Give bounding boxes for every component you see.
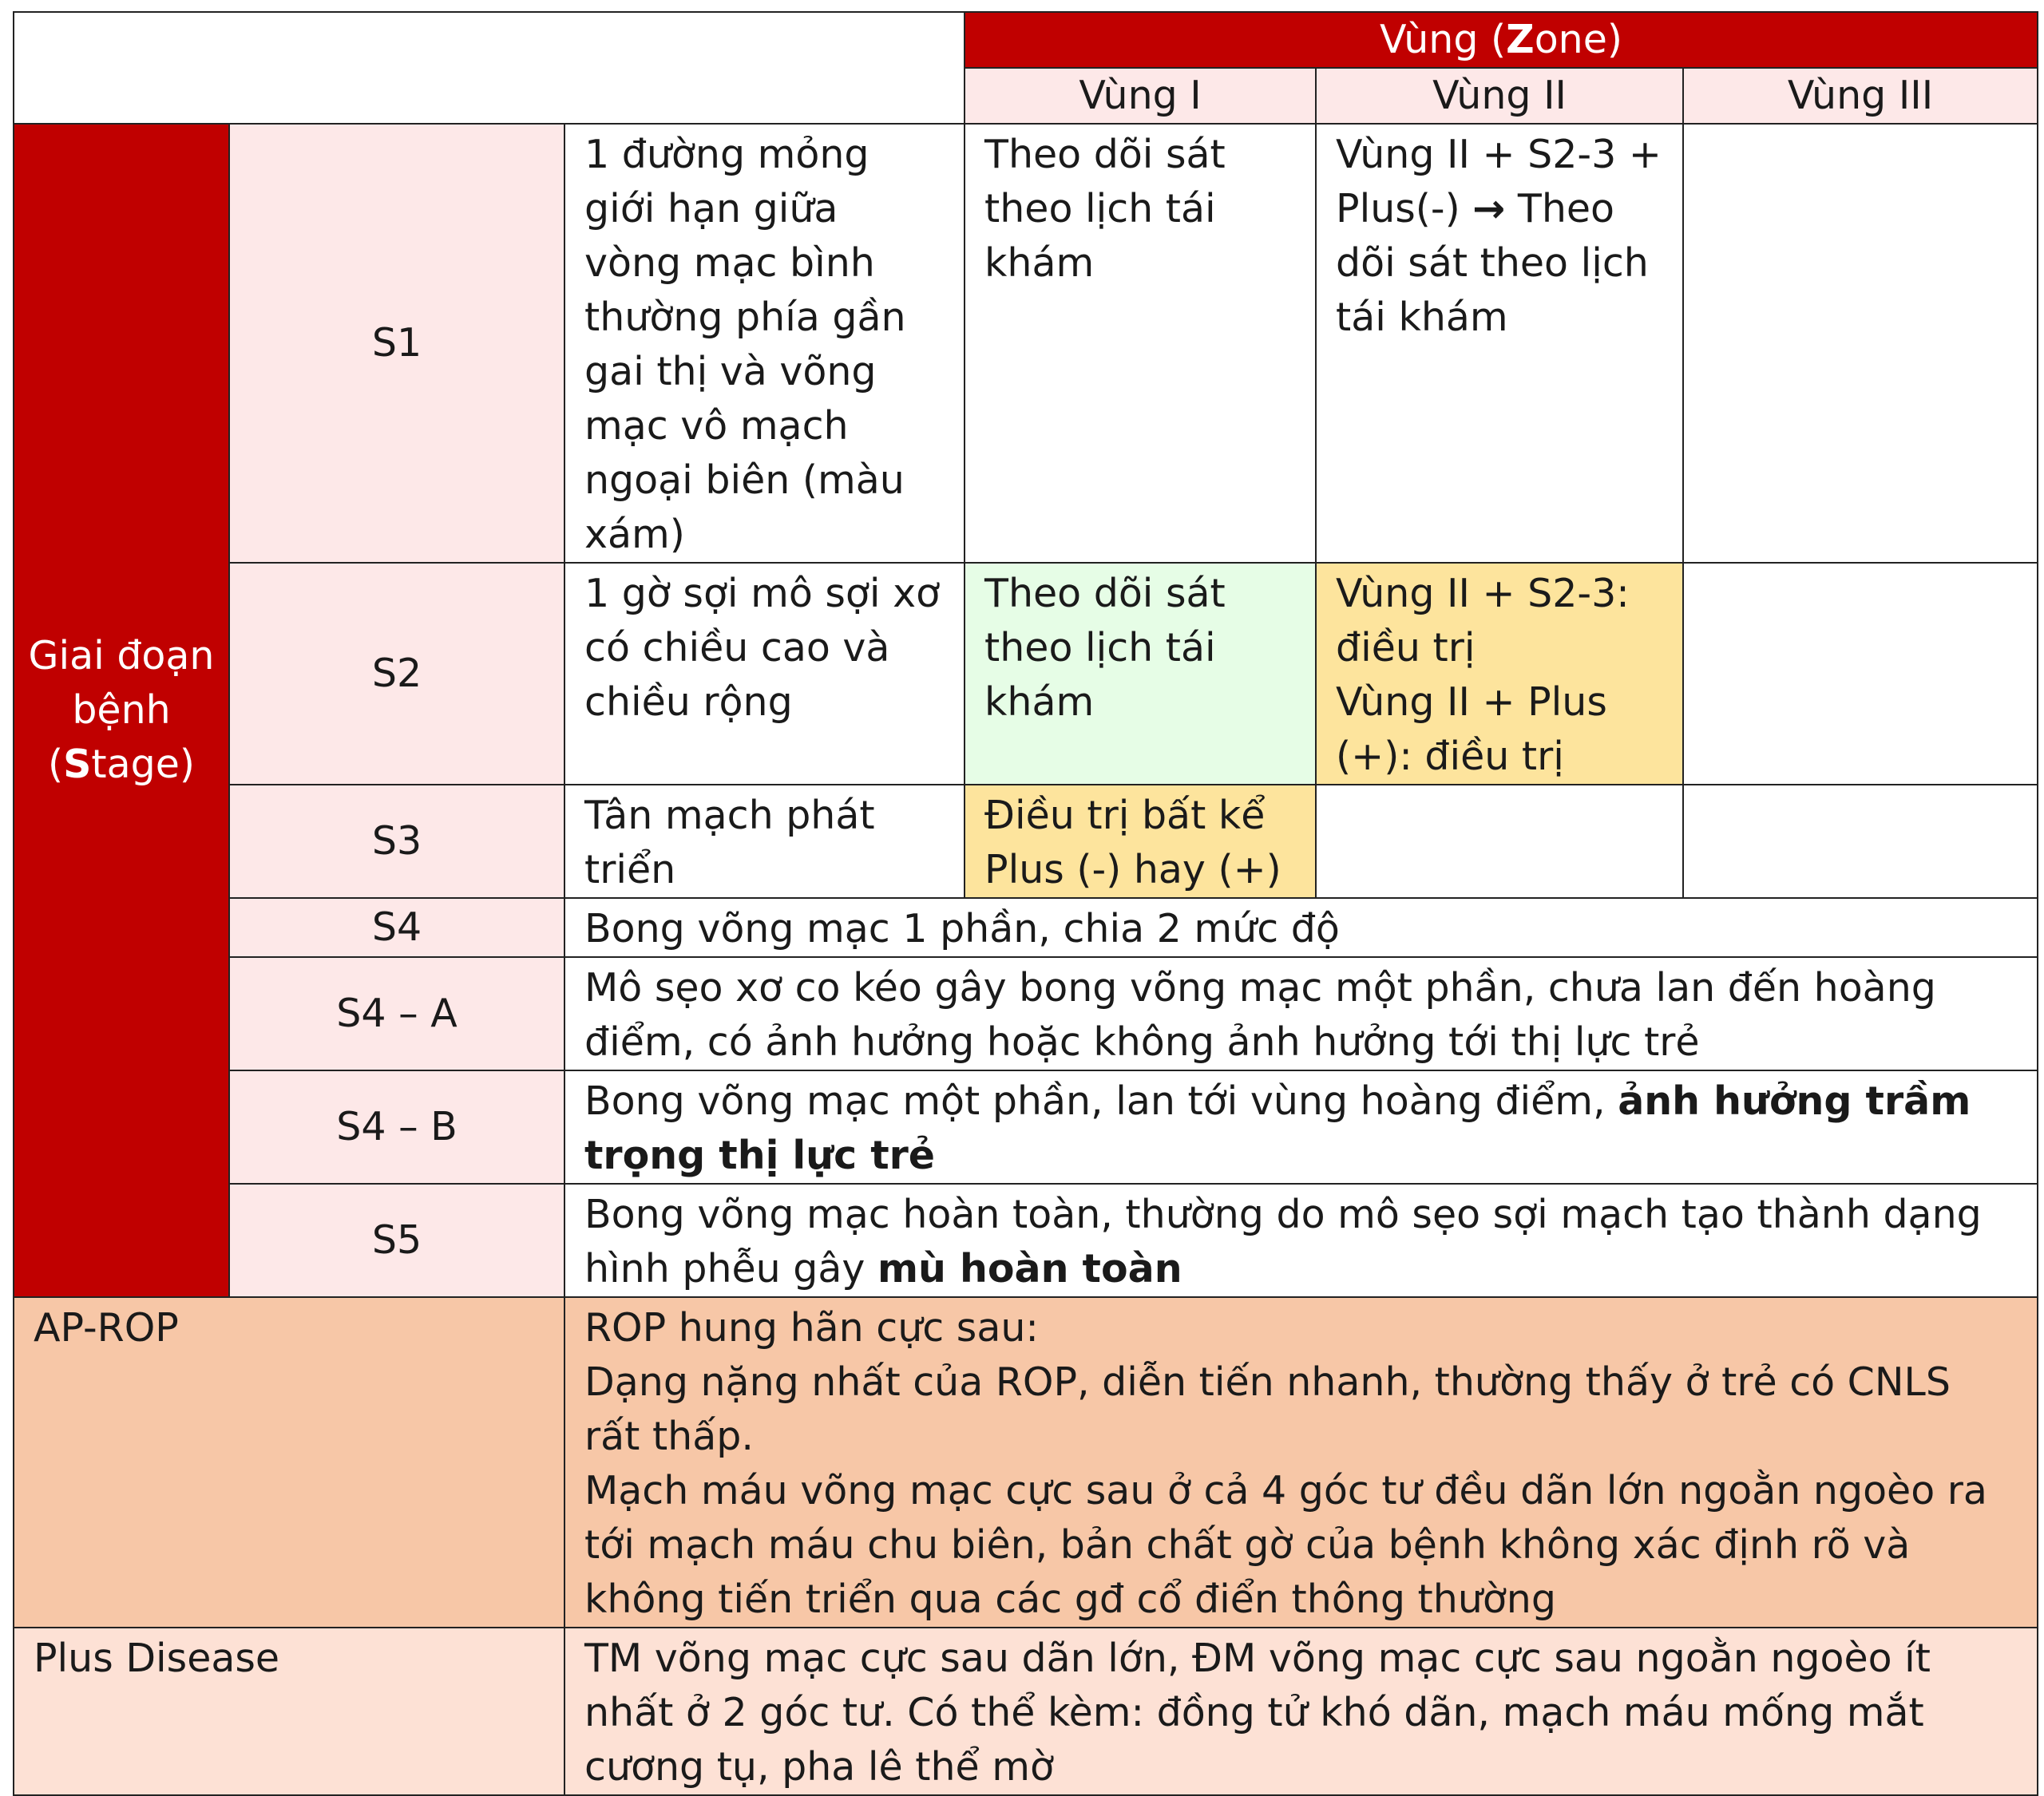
- stage-header-line2: bệnh: [72, 687, 171, 733]
- aprop-label: AP-ROP: [14, 1297, 564, 1628]
- stage-s2-desc: 1 gờ sợi mô sợi xơ có chiều cao và chiều rộng: [564, 563, 965, 785]
- stage-s4-desc: Bong võng mạc 1 phần, chia 2 mức độ: [564, 898, 2038, 957]
- stage-s3-desc: Tân mạch phát triển: [564, 785, 965, 898]
- stage-s2-zone1: Theo dõi sát theo lịch tái khám: [965, 563, 1316, 785]
- empty-corner-cell: [14, 12, 965, 124]
- stage-s2-zone2: Vùng II + S2-3: điều trị Vùng II + Plus (+): điều trị: [1316, 563, 1683, 785]
- zone-header: Vùng (Zone): [965, 12, 2038, 68]
- stage-s3-zone1: Điều trị bất kể Plus (-) hay (+): [965, 785, 1316, 898]
- stage-s5-desc: Bong võng mạc hoàn toàn, thường do mô sẹo sợi mạch tạo thành dạng hình phễu gây mù hoàn toàn: [564, 1184, 2038, 1297]
- stage-s2-label: S2: [229, 563, 564, 785]
- stage-s4a-desc: Mô sẹo xơ co kéo gây bong võng mạc một phần, chưa lan đến hoàng điểm, có ảnh hưởng hoặc không ảnh hưởng tới thị lực trẻ: [564, 957, 2038, 1070]
- aprop-desc: ROP hung hãn cực sau: Dạng nặng nhất của ROP, diễn tiến nhanh, thường thấy ở trẻ có CNLS rất thấp. Mạch máu võng mạc cực sau ở cả 4 góc tư đều dãn lớn ngoằn ngoèo ra tới mạch máu chu biên, bản chất gờ của bệnh không xác định rõ và không tiến triển qua các gđ cổ điển thông thường: [564, 1297, 2038, 1628]
- stage-s1-zone1: Theo dõi sát theo lịch tái khám: [965, 124, 1316, 563]
- stage-s4a-label: S4 – A: [229, 957, 564, 1070]
- stage-s1-desc: 1 đường mỏng giới hạn giữa vòng mạc bình thường phía gần gai thị và võng mạc vô mạch ngoại biên (màu xám): [564, 124, 965, 563]
- plus-disease-desc: TM võng mạc cực sau dãn lớn, ĐM võng mạc cực sau ngoằn ngoèo ít nhất ở 2 góc tư. Có thể kèm: đồng tử khó dãn, mạch máu mống mắt cương tụ, pha lê thể mờ: [564, 1628, 2038, 1795]
- arrow-right-icon: →: [1472, 186, 1506, 231]
- stage-s1-label: S1: [229, 124, 564, 563]
- stage-header-line1: Giai đoạn: [28, 633, 215, 678]
- stage-s4b-desc: Bong võng mạc một phần, lan tới vùng hoàng điểm, ảnh hưởng trầm trọng thị lực trẻ: [564, 1070, 2038, 1184]
- plus-disease-label: Plus Disease: [14, 1628, 564, 1795]
- rop-classification-table: [13, 11, 2038, 1796]
- stage-header: [14, 124, 229, 1297]
- stage-header-line3: (Stage): [47, 742, 196, 787]
- stage-s1-zone3: [1683, 124, 2038, 563]
- zone-2-header: Vùng II: [1316, 68, 1683, 124]
- zone-1-header: Vùng I: [965, 68, 1316, 124]
- stage-s2-zone3: [1683, 563, 2038, 785]
- stage-s3-label: S3: [229, 785, 564, 898]
- zone-3-header: Vùng III: [1683, 68, 2038, 124]
- stage-s3-zone3: [1683, 785, 2038, 898]
- stage-s5-label: S5: [229, 1184, 564, 1297]
- stage-s3-zone2: [1316, 785, 1683, 898]
- stage-s1-zone2: Vùng II + S2-3 + Plus(-) → Theo dõi sát theo lịch tái khám: [1316, 124, 1683, 563]
- stage-s4-label: S4: [229, 898, 564, 957]
- stage-s4b-label: S4 – B: [229, 1070, 564, 1184]
